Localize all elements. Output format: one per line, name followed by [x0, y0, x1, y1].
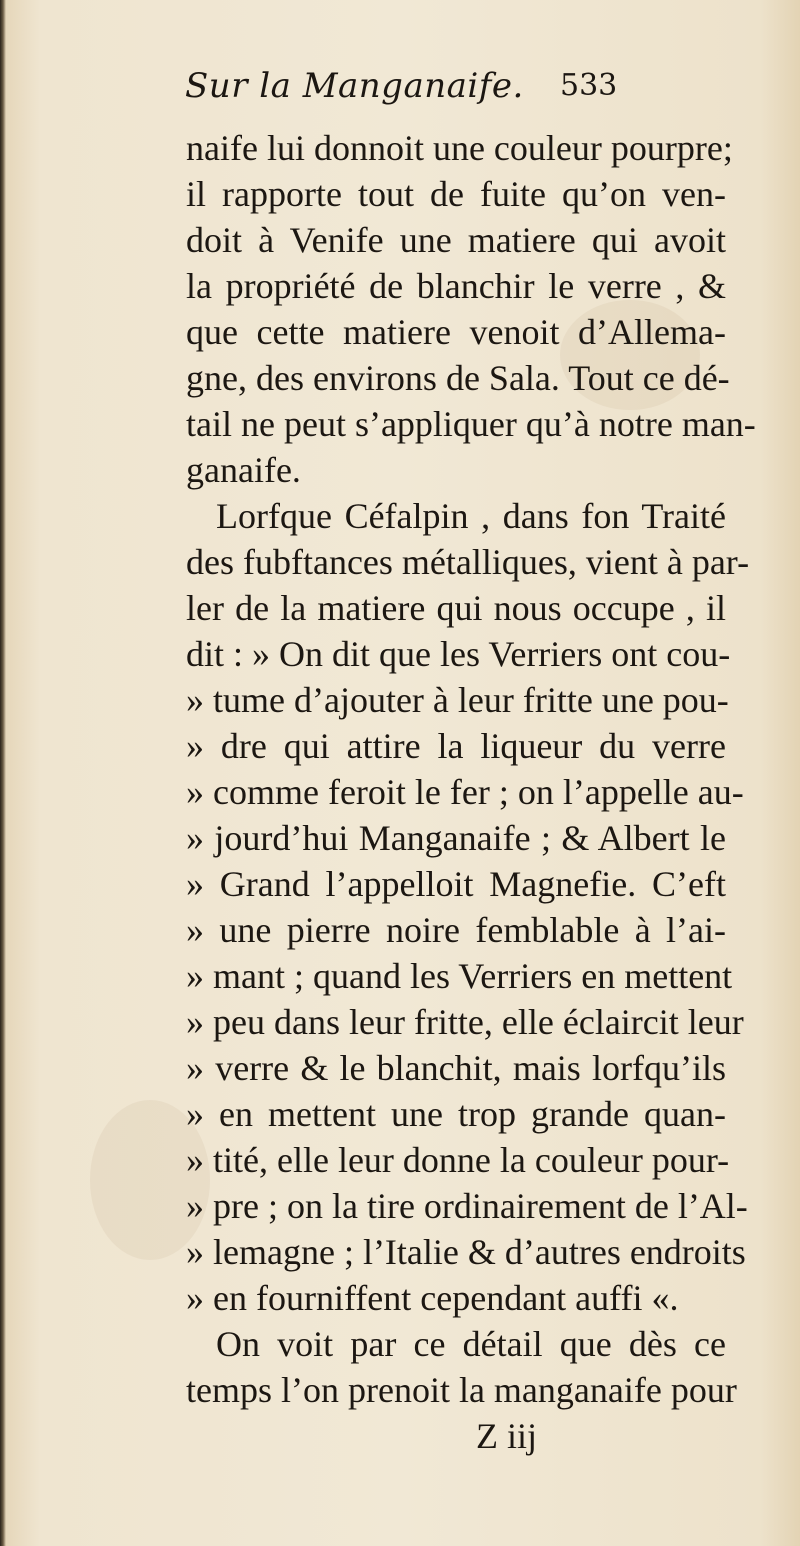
paragraph-start-line: Lorfque Céfalpin , dans fon Traité: [216, 496, 726, 536]
quoted-line: » comme feroit le fer ; on l’appelle au-: [186, 772, 744, 812]
quoted-line: » peu dans leur fritte, elle éclaircit leur: [186, 1002, 744, 1042]
quoted-line: » Grand l’appelloit Magnefie. C’eft: [186, 864, 726, 904]
running-title: Sur la Manganaife.: [185, 66, 524, 106]
text-line: tail ne peut s’appliquer qu’à notre man-: [186, 404, 756, 444]
text-line: il rapporte tout de fuite qu’on ven-: [186, 174, 726, 214]
text-line: dit : » On dit que les Verriers ont cou-: [186, 634, 731, 674]
quoted-line: » dre qui attire la liqueur du verre: [186, 726, 726, 766]
text-line: des fubftances métalliques, vient à par-: [186, 542, 750, 582]
text-line: gne, des environs de Sala. Tout ce dé-: [186, 358, 730, 398]
quoted-line: » verre & le blanchit, mais lorfqu’ils: [186, 1048, 726, 1088]
page-number: 533: [560, 68, 618, 103]
page-binding-edge: [0, 0, 6, 1546]
quoted-line: » en fourniffent cependant auffi «.: [186, 1278, 679, 1318]
quoted-line: » mant ; quand les Verriers en mettent: [186, 956, 733, 996]
quoted-line: » pre ; on la tire ordinairement de l’Al-: [186, 1186, 748, 1226]
text-line: temps l’on prenoit la manganaife pour: [186, 1370, 737, 1410]
text-line: la propriété de blanchir le verre , &: [186, 266, 726, 306]
paragraph-start-line: On voit par ce détail que dès ce: [216, 1324, 726, 1364]
page-header: [155, 66, 655, 122]
text-line: naife lui donnoit une couleur pourpre;: [186, 128, 733, 168]
body-text: [186, 125, 756, 1459]
text-line: doit à Venife une matiere qui avoit: [186, 220, 726, 260]
text-line: ler de la matiere qui nous occupe , il: [186, 588, 726, 628]
quoted-line: » une pierre noire femblable à l’ai-: [186, 910, 726, 950]
quoted-line: » jourd’hui Manganaife ; & Albert le: [186, 818, 726, 858]
quoted-line: » lemagne ; l’Italie & d’autres endroits: [186, 1232, 746, 1272]
signature-mark: Z iij: [476, 1416, 537, 1456]
quoted-line: » en mettent une trop grande quan-: [186, 1094, 726, 1134]
text-line: que cette matiere venoit d’Allema-: [186, 312, 726, 352]
quoted-line: » tume d’ajouter à leur fritte une pou-: [186, 680, 729, 720]
text-line: ganaife.: [186, 450, 301, 490]
quoted-line: » tité, elle leur donne la couleur pour-: [186, 1140, 730, 1180]
